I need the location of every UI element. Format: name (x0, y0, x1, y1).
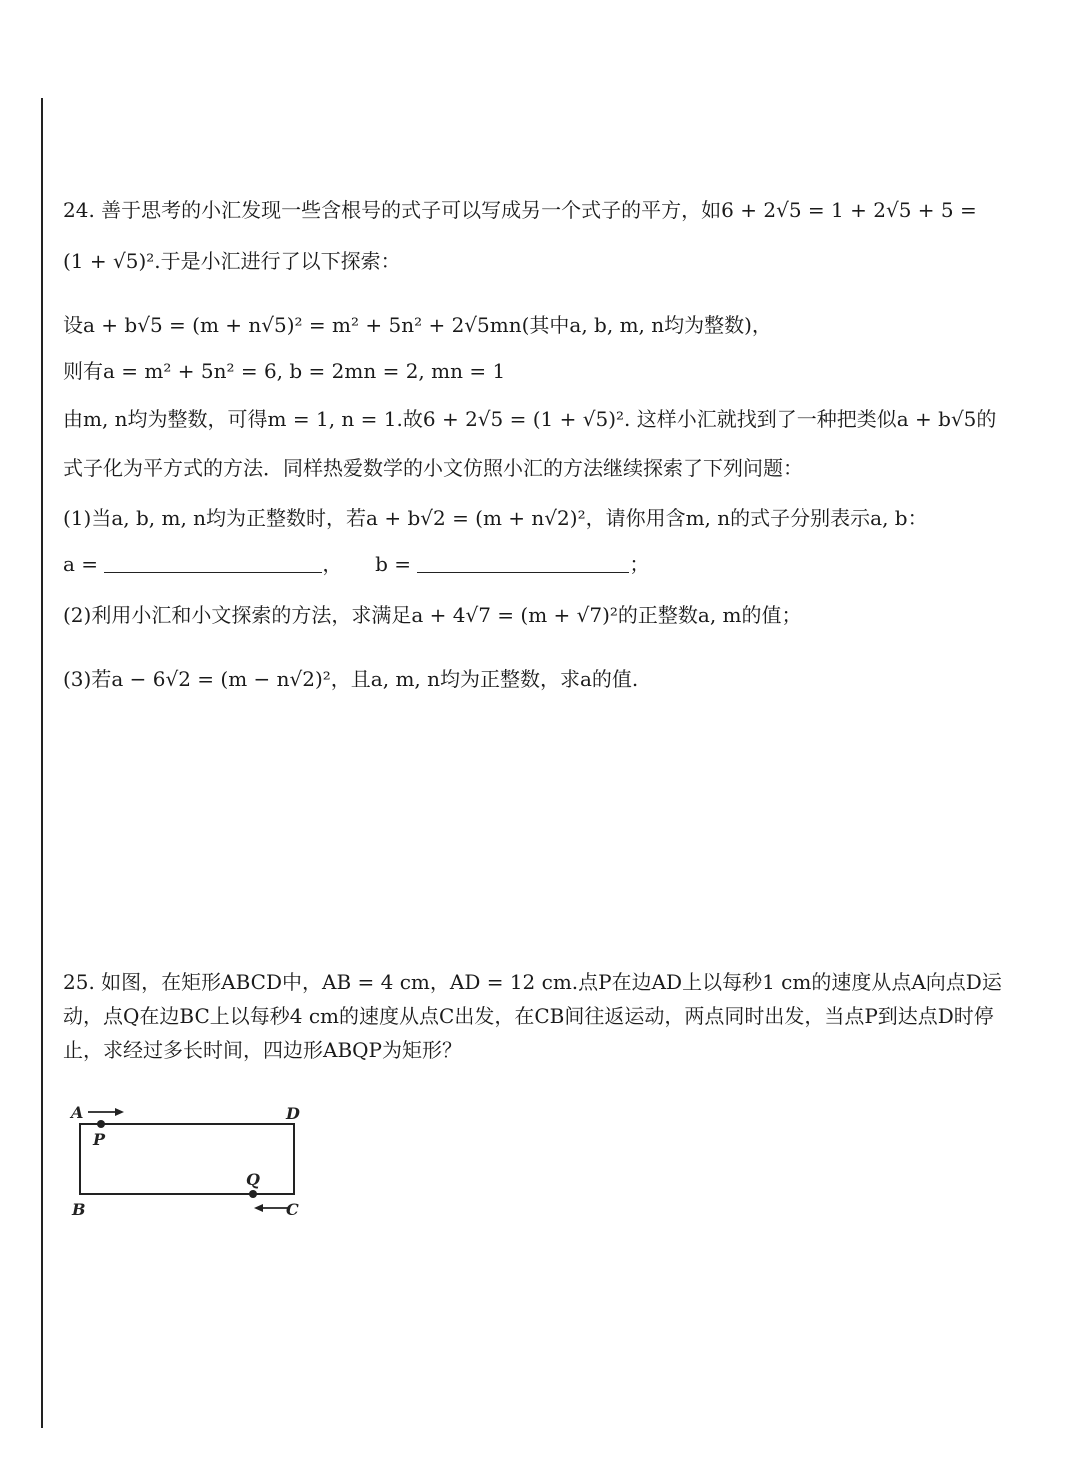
q25-line-2: 动，点Q在边BC上以每秒4 cm的速度从点C出发，在CB间往返运动，两点同时出发，当点P到达点D时停 (63, 1004, 994, 1028)
q24-answer-row (63, 548, 649, 577)
q24-part-2: (2)利用小汇和小文探索的方法，求满足a + 4√7 = (m + √7)²的正整数a, m的值； (63, 603, 802, 627)
label-p: P (93, 1130, 106, 1149)
answer-a-blank[interactable] (104, 554, 322, 573)
answer-b-blank[interactable] (417, 554, 629, 573)
q24-line-5: 由m, n均为整数，可得m = 1, n = 1.故6 + 2√5 = (1 + √5)². 这样小汇就找到了一种把类似a + b√5的 (63, 407, 997, 431)
q24-line-6: 式子化为平方式的方法．同样热爱数学的小文仿照小汇的方法继续探索了下列问题： (63, 456, 803, 480)
answer-separator: ， (322, 552, 343, 576)
rectangle-abcd (80, 1124, 294, 1194)
q24-line-2: (1 + √5)².于是小汇进行了以下探索： (63, 249, 401, 273)
point-p (97, 1120, 105, 1128)
answer-a-label: a = (63, 552, 99, 576)
answer-end: ； (629, 552, 650, 576)
label-q: Q (246, 1170, 260, 1189)
arrow-p-head (115, 1108, 124, 1116)
q24-line-1: 24. 善于思考的小汇发现一些含根号的式子可以写成另一个式子的平方，如6 + 2√5 = 1 + 2√5 + 5 = (63, 198, 977, 222)
q24-line-3: 设a + b√5 = (m + n√5)² = m² + 5n² + 2√5mn(其中a, b, m, n均为整数)， (63, 313, 772, 337)
q24-part-3: (3)若a − 6√2 = (m − n√2)²，且a, m, n均为正整数，求a的值. (63, 667, 639, 691)
q24-part-1: (1)当a, b, m, n均为正整数时，若a + b√2 = (m + n√2)²，请你用含m, n的式子分别表示a, b： (63, 506, 928, 530)
label-a: A (71, 1103, 84, 1122)
label-d: D (286, 1104, 300, 1123)
label-b: B (72, 1200, 86, 1219)
label-c: C (286, 1200, 299, 1219)
arrow-q-head (254, 1204, 263, 1212)
point-q (249, 1190, 257, 1198)
q25-line-3: 止，求经过多长时间，四边形ABQP为矩形？ (63, 1038, 462, 1062)
answer-b-label: b = (375, 552, 412, 576)
margin-line (41, 98, 43, 1428)
q25-line-1: 25. 如图，在矩形ABCD中，AB = 4 cm，AD = 12 cm.点P在边AD上以每秒1 cm的速度从点A向点D运 (63, 970, 1002, 994)
rectangle-figure (60, 1098, 320, 1228)
q24-line-4: 则有a = m² + 5n² = 6, b = 2mn = 2, mn = 1 (63, 359, 506, 383)
